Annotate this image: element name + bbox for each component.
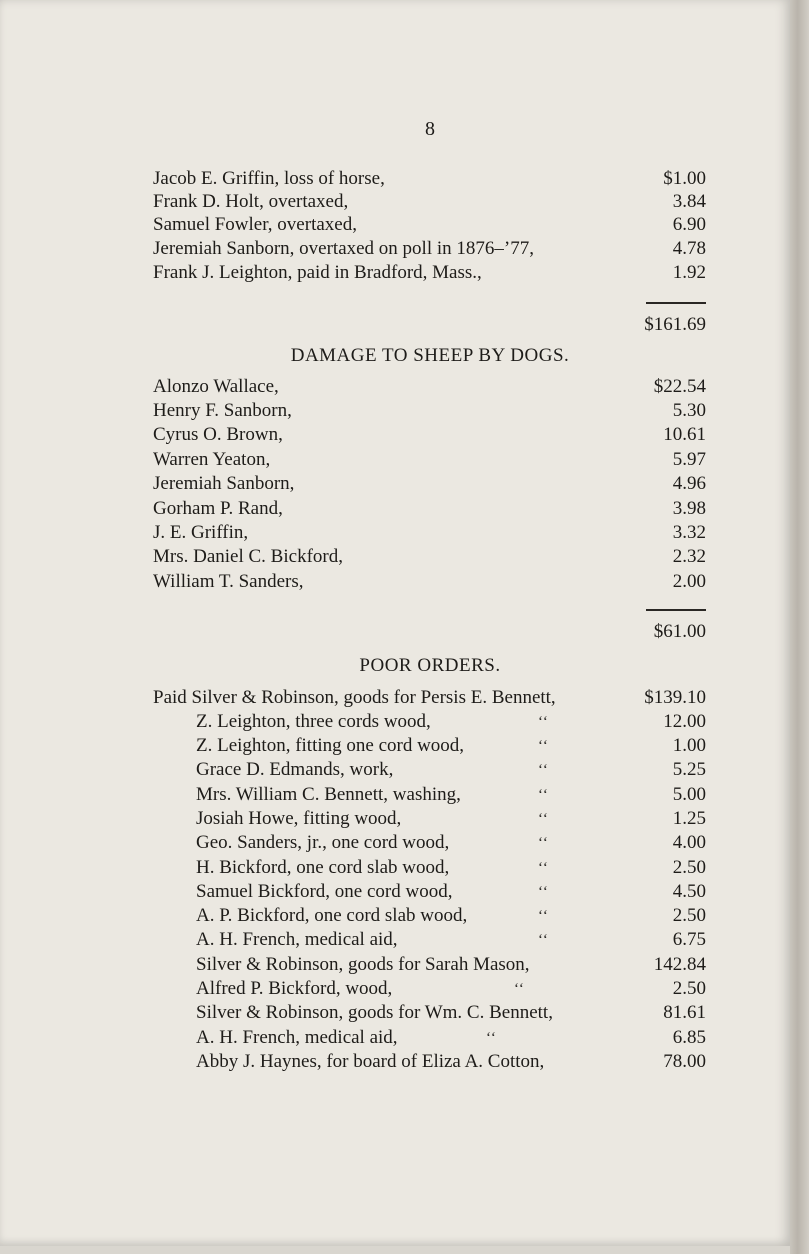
- list-item: [196, 734, 706, 758]
- item-label: Samuel Fowler, overtaxed,: [153, 214, 357, 235]
- list-item: [153, 375, 706, 399]
- list-item: [196, 1001, 706, 1025]
- item-amount: 4.78: [672, 238, 706, 259]
- item-amount: 4.00: [672, 832, 706, 853]
- list-item: [153, 213, 706, 237]
- list-item: [196, 1026, 706, 1050]
- list-item: [196, 807, 706, 831]
- item-amount: 2.32: [672, 546, 706, 567]
- item-label: Alonzo Wallace,: [153, 376, 279, 397]
- item-amount: 2.00: [672, 571, 706, 592]
- item-amount: 10.61: [663, 424, 706, 445]
- item-label: Silver & Robinson, goods for Sarah Mason,: [196, 954, 530, 975]
- item-label: Jeremiah Sanborn, overtaxed on poll in 1876–’77,: [153, 238, 534, 259]
- ditto-mark: ‘‘: [538, 908, 549, 924]
- item-label: Henry F. Sanborn,: [153, 400, 292, 421]
- item-label: Warren Yeaton,: [153, 449, 271, 470]
- item-amount: 81.61: [663, 1002, 706, 1023]
- list-item: [153, 237, 706, 261]
- ditto-mark: ‘‘: [538, 932, 549, 948]
- item-amount: $139.10: [644, 687, 706, 708]
- list-item: [196, 758, 706, 782]
- list-item: [153, 472, 706, 496]
- list-item: [196, 831, 706, 855]
- ditto-mark: ‘‘: [538, 835, 549, 851]
- item-label: Frank D. Holt, overtaxed,: [153, 191, 349, 212]
- item-amount: 6.85: [672, 1027, 706, 1048]
- item-label: William T. Sanders,: [153, 571, 304, 592]
- item-amount: 1.92: [672, 262, 706, 283]
- list-item: [196, 977, 706, 1001]
- item-label: Mrs. Daniel C. Bickford,: [153, 546, 343, 567]
- section-heading: DAMAGE TO SHEEP BY DOGS.: [290, 345, 570, 366]
- list-item: [153, 190, 706, 214]
- item-amount: 3.32: [672, 522, 706, 543]
- total-rule: [646, 609, 706, 611]
- item-label: Silver & Robinson, goods for Wm. C. Bennett,: [196, 1002, 553, 1023]
- item-amount: 12.00: [663, 711, 706, 732]
- item-amount: $1.00: [663, 168, 706, 189]
- item-label: A. P. Bickford, one cord slab wood,: [196, 905, 468, 926]
- item-label: Alfred P. Bickford, wood,: [196, 978, 393, 999]
- ditto-mark: ‘‘: [538, 811, 549, 827]
- list-item: [153, 423, 706, 447]
- item-label: Abby J. Haynes, for board of Eliza A. Cotton,: [196, 1051, 545, 1072]
- item-label: Geo. Sanders, jr., one cord wood,: [196, 832, 450, 853]
- item-label: A. H. French, medical aid,: [196, 1027, 398, 1048]
- list-item: [153, 167, 706, 191]
- item-amount: 4.96: [672, 473, 706, 494]
- item-amount: 2.50: [672, 905, 706, 926]
- list-item: [196, 904, 706, 928]
- item-label: A. H. French, medical aid,: [196, 929, 398, 950]
- list-item: [196, 928, 706, 952]
- item-amount: 5.00: [672, 784, 706, 805]
- item-amount: 3.98: [672, 498, 706, 519]
- page-edge: [790, 0, 809, 1254]
- list-item: [196, 710, 706, 734]
- total-rule: [646, 302, 706, 304]
- list-item: [196, 856, 706, 880]
- page-number: 8: [425, 118, 435, 140]
- list-item: [153, 545, 706, 569]
- item-label: Paid Silver & Robinson, goods for Persis E. Bennett,: [153, 687, 556, 708]
- item-label: Grace D. Edmands, work,: [196, 759, 394, 780]
- item-amount: 4.50: [672, 881, 706, 902]
- ditto-mark: ‘‘: [538, 884, 549, 900]
- ditto-mark: ‘‘: [514, 981, 525, 997]
- item-amount: 6.90: [672, 214, 706, 235]
- section-total: $161.69: [644, 314, 706, 335]
- item-amount: 3.84: [672, 191, 706, 212]
- item-amount: $22.54: [653, 376, 706, 397]
- list-item: [196, 1050, 706, 1074]
- item-amount: 142.84: [653, 954, 706, 975]
- item-label: Mrs. William C. Bennett, washing,: [196, 784, 461, 805]
- list-item: [196, 783, 706, 807]
- list-item: [153, 686, 706, 710]
- list-item: [153, 448, 706, 472]
- item-amount: 78.00: [663, 1051, 706, 1072]
- ditto-mark: ‘‘: [538, 762, 549, 778]
- item-amount: 1.25: [672, 808, 706, 829]
- item-label: Z. Leighton, three cords wood,: [196, 711, 431, 732]
- item-amount: 2.50: [672, 857, 706, 878]
- ditto-mark: ‘‘: [538, 714, 549, 730]
- ditto-mark: ‘‘: [538, 738, 549, 754]
- list-item: [153, 399, 706, 423]
- item-label: Gorham P. Rand,: [153, 498, 283, 519]
- list-item: [196, 880, 706, 904]
- list-item: [196, 953, 706, 977]
- item-amount: 1.00: [672, 735, 706, 756]
- item-amount: 5.25: [672, 759, 706, 780]
- item-label: Frank J. Leighton, paid in Bradford, Mass.,: [153, 262, 482, 283]
- ditto-mark: ‘‘: [538, 787, 549, 803]
- list-item: [153, 497, 706, 521]
- item-amount: 6.75: [672, 929, 706, 950]
- item-label: Josiah Howe, fitting wood,: [196, 808, 402, 829]
- item-label: H. Bickford, one cord slab wood,: [196, 857, 450, 878]
- ditto-mark: ‘‘: [538, 860, 549, 876]
- list-item: [153, 570, 706, 594]
- item-label: J. E. Griffin,: [153, 522, 249, 543]
- list-item: [153, 521, 706, 545]
- item-amount: 5.30: [672, 400, 706, 421]
- item-label: Z. Leighton, fitting one cord wood,: [196, 735, 465, 756]
- section-heading: POOR ORDERS.: [359, 655, 501, 676]
- item-label: Jeremiah Sanborn,: [153, 473, 295, 494]
- section-total: $61.00: [653, 621, 706, 642]
- list-item: [153, 261, 706, 285]
- item-amount: 5.97: [672, 449, 706, 470]
- item-label: Jacob E. Griffin, loss of horse,: [153, 168, 385, 189]
- ditto-mark: ‘‘: [486, 1030, 497, 1046]
- item-amount: 2.50: [672, 978, 706, 999]
- item-label: Cyrus O. Brown,: [153, 424, 283, 445]
- item-label: Samuel Bickford, one cord wood,: [196, 881, 453, 902]
